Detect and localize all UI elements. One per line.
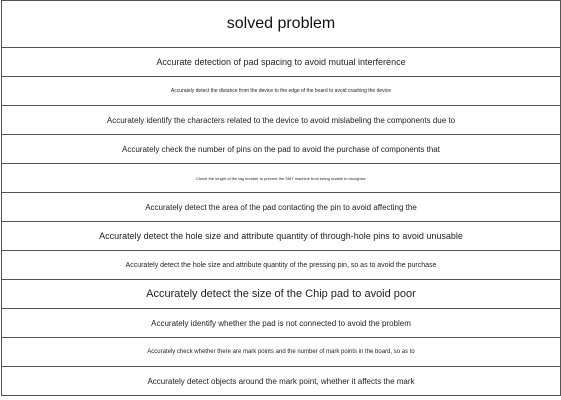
table-row	[2, 48, 561, 77]
table-cell[interactable]: Accurately detect the size of the Chip pad to avoid poor	[2, 280, 561, 309]
table-cell[interactable]: Accurately identify whether the pad is not connected to avoid the problem	[2, 309, 561, 338]
table-cell[interactable]: Accurate detection of pad spacing to avoid mutual interference	[2, 48, 561, 77]
table-header-row	[2, 1, 561, 48]
table-row	[2, 251, 561, 280]
table-row	[2, 280, 561, 309]
table-row	[2, 309, 561, 338]
column-header-solved-problem[interactable]: solved problem	[2, 1, 561, 48]
table-row	[2, 135, 561, 164]
table-row	[2, 193, 561, 222]
table-row	[2, 77, 561, 106]
table-cell[interactable]: Accurately detect the distance from the device to the edge of the board to avoid crashing the device	[2, 77, 561, 106]
table-cell[interactable]: Accurately check whether there are mark points and the number of mark points in the board, so as to	[2, 338, 561, 367]
table-cell[interactable]: Accurately detect the area of the pad contacting the pin to avoid affecting the	[2, 193, 561, 222]
table-cell[interactable]: Check the length of the tag number to prevent the SMT machine from being unable to recognize	[2, 164, 561, 193]
solved-problem-table	[1, 0, 561, 396]
table-row	[2, 222, 561, 251]
table-cell[interactable]: Accurately detect the hole size and attribute quantity of the pressing pin, so as to avoid the purchase	[2, 251, 561, 280]
table-cell[interactable]: Accurately identify the characters related to the device to avoid mislabeling the components due to	[2, 106, 561, 135]
table-row	[2, 338, 561, 367]
table-cell[interactable]: Accurately check the number of pins on the pad to avoid the purchase of components that	[2, 135, 561, 164]
table-cell[interactable]: Accurately detect the hole size and attribute quantity of through-hole pins to avoid unusable	[2, 222, 561, 251]
table-row	[2, 164, 561, 193]
table-cell[interactable]: Accurately detect objects around the mark point, whether it affects the mark	[2, 367, 561, 396]
table-row	[2, 367, 561, 396]
table-row	[2, 106, 561, 135]
